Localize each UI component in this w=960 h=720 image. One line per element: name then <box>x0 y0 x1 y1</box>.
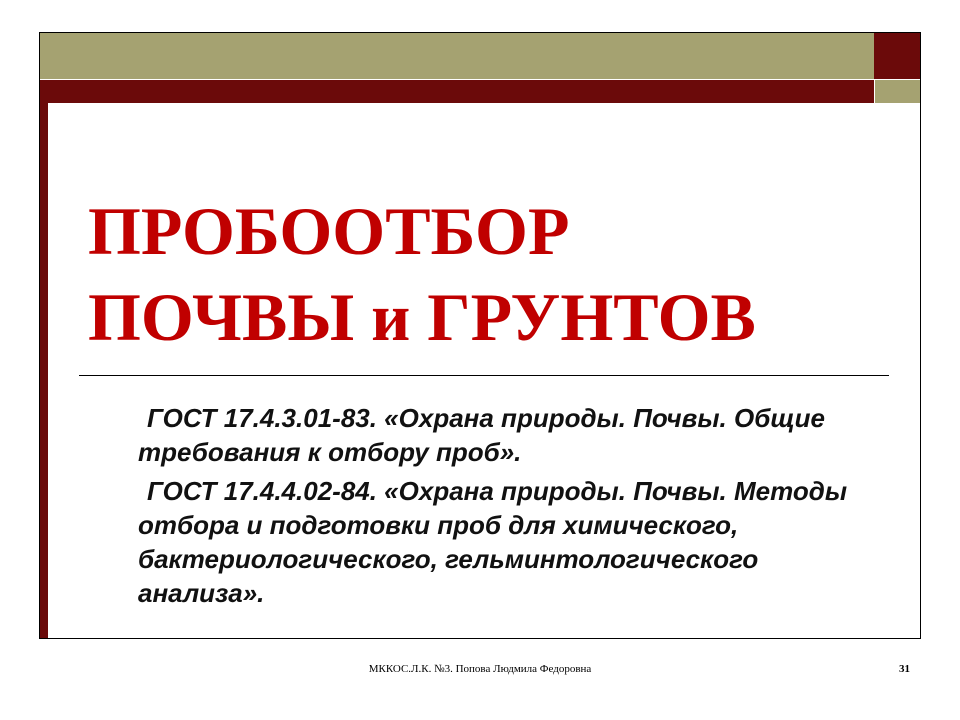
left-accent-bar <box>40 103 48 638</box>
header-red-band <box>40 80 874 103</box>
title-divider <box>79 375 889 376</box>
title-line-2: ПОЧВЫ и ГРУНТОВ <box>88 279 756 355</box>
header-olive-square <box>875 80 920 103</box>
slide-title <box>88 188 868 360</box>
body-paragraph-2: ГОСТ 17.4.4.02-84. «Охрана природы. Почвы. Методы отбора и подготовки проб для химического, бактериологического, гельминтологического анализа». <box>138 476 848 608</box>
body-paragraph-1: ГОСТ 17.4.3.01-83. «Охрана природы. Почвы. Общие требования к отбору проб». <box>138 403 825 467</box>
slide-body <box>138 401 878 610</box>
header-red-square <box>874 33 920 79</box>
title-line-1: ПРОБООТБОР <box>88 193 570 269</box>
footer-author: МККОС.Л.К. №3. Попова Людмила Федоровна <box>368 663 592 675</box>
page-number: 31 <box>899 663 910 675</box>
header-olive-bar <box>40 33 874 79</box>
